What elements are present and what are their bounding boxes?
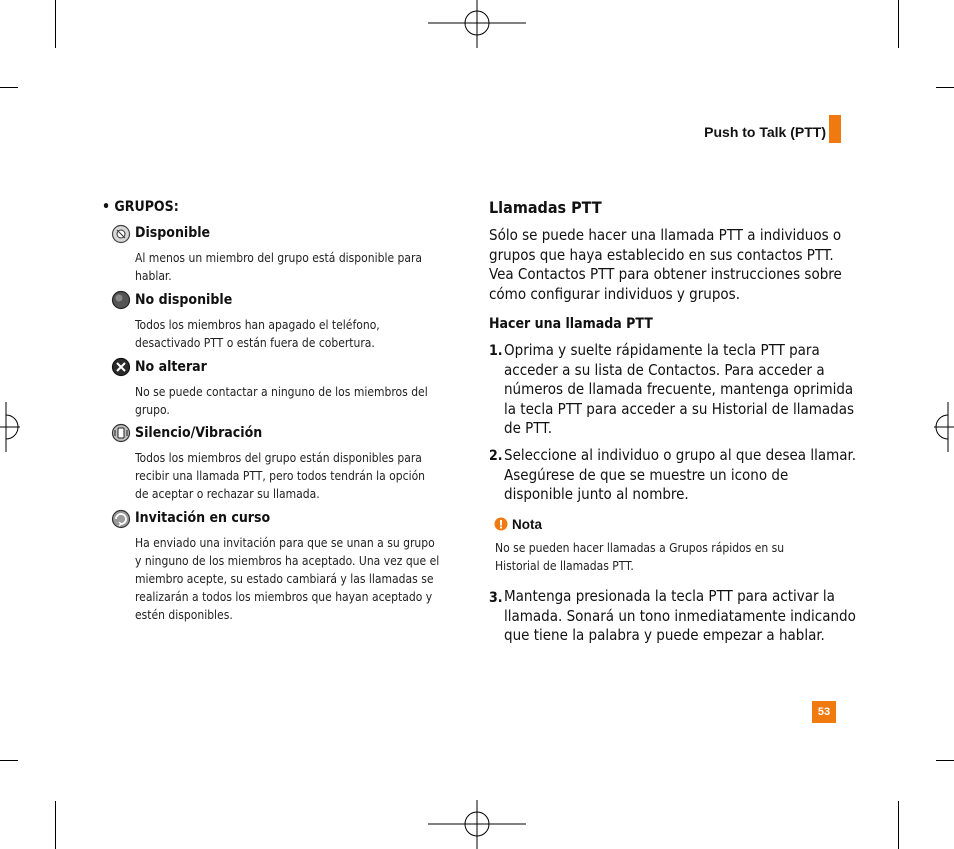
crop-mark bbox=[898, 801, 899, 849]
status-description: No se puede contactar a ninguno de los miembros del grupo. bbox=[135, 385, 428, 417]
status-title: Disponible bbox=[135, 225, 211, 241]
section-title: Push to Talk (PTT) bbox=[704, 124, 826, 140]
crop-mark bbox=[936, 760, 954, 761]
section-tab bbox=[829, 115, 841, 143]
crop-mark bbox=[0, 760, 18, 761]
step-number: 1. bbox=[489, 343, 503, 359]
section-heading: Llamadas PTT bbox=[489, 198, 602, 217]
status-title: Silencio/Vibración bbox=[135, 425, 263, 441]
subheading: Hacer una llamada PTT bbox=[489, 316, 653, 332]
silent-vibrate-status-icon bbox=[111, 423, 131, 443]
page-number: 53 bbox=[812, 701, 836, 723]
status-title: No disponible bbox=[135, 292, 233, 308]
registration-mark-right bbox=[934, 402, 954, 452]
available-status-icon bbox=[111, 224, 131, 244]
step-text: Oprima y suelte rápidamente la tecla PTT para acceder a su lista de Contactos. Para acceder a números de llamada frecuente, mantenga oprimida la tecla PTT para acceder a su Historial de llamadas de PTT. bbox=[504, 341, 855, 437]
step-number: 2. bbox=[489, 448, 503, 464]
status-description: Al menos un miembro del grupo está disponible para hablar. bbox=[135, 251, 423, 283]
status-description: Ha enviado una invitación para que se unan a su grupo y ninguno de los miembros ha aceptado. Una vez que el miembro acepte, su estado cambiará y las llamadas se realizarán a todos los miembros que hayan aceptado y estén disponibles. bbox=[135, 536, 440, 622]
crop-mark bbox=[55, 801, 56, 849]
status-title: Invitación en curso bbox=[135, 510, 271, 526]
step-text: Mantenga presionada la tecla PTT para activar la llamada. Sonará un tono inmediatamente indicando que tiene la palabra y puede empezar a hablar. bbox=[504, 587, 856, 644]
note-icon bbox=[494, 517, 508, 531]
registration-mark-left bbox=[0, 402, 20, 452]
groups-heading: • GRUPOS: bbox=[102, 199, 179, 215]
unavailable-status-icon bbox=[111, 290, 131, 310]
crop-mark bbox=[0, 87, 18, 88]
invitation-pending-status-icon bbox=[111, 509, 131, 529]
crop-mark bbox=[55, 0, 56, 48]
do-not-disturb-status-icon bbox=[111, 357, 131, 377]
registration-mark-top bbox=[428, 0, 526, 48]
crop-mark bbox=[898, 0, 899, 48]
step-number: 3. bbox=[489, 590, 503, 606]
status-title: No alterar bbox=[135, 359, 207, 375]
note-text: No se pueden hacer llamadas a Grupos rápidos en su Historial de llamadas PTT. bbox=[495, 541, 785, 573]
registration-mark-bottom bbox=[428, 800, 526, 849]
step-text: Seleccione al individuo o grupo al que desea llamar. Asegúrese de que se muestre un icono de disponible junto al nombre. bbox=[504, 446, 856, 503]
intro-paragraph: Sólo se puede hacer una llamada PTT a individuos o grupos que haya establecido en sus contactos PTT. Vea Contactos PTT para obtener instrucciones sobre cómo configurar individuos y grupos. bbox=[489, 226, 842, 303]
note-label: Nota bbox=[512, 517, 542, 532]
status-description: Todos los miembros del grupo están disponibles para recibir una llamada PTT, pero todos tendrán la opción de aceptar o rechazar su llamada. bbox=[135, 451, 426, 501]
status-description: Todos los miembros han apagado el teléfono, desactivado PTT o están fuera de cobertura. bbox=[135, 318, 380, 350]
crop-mark bbox=[936, 87, 954, 88]
